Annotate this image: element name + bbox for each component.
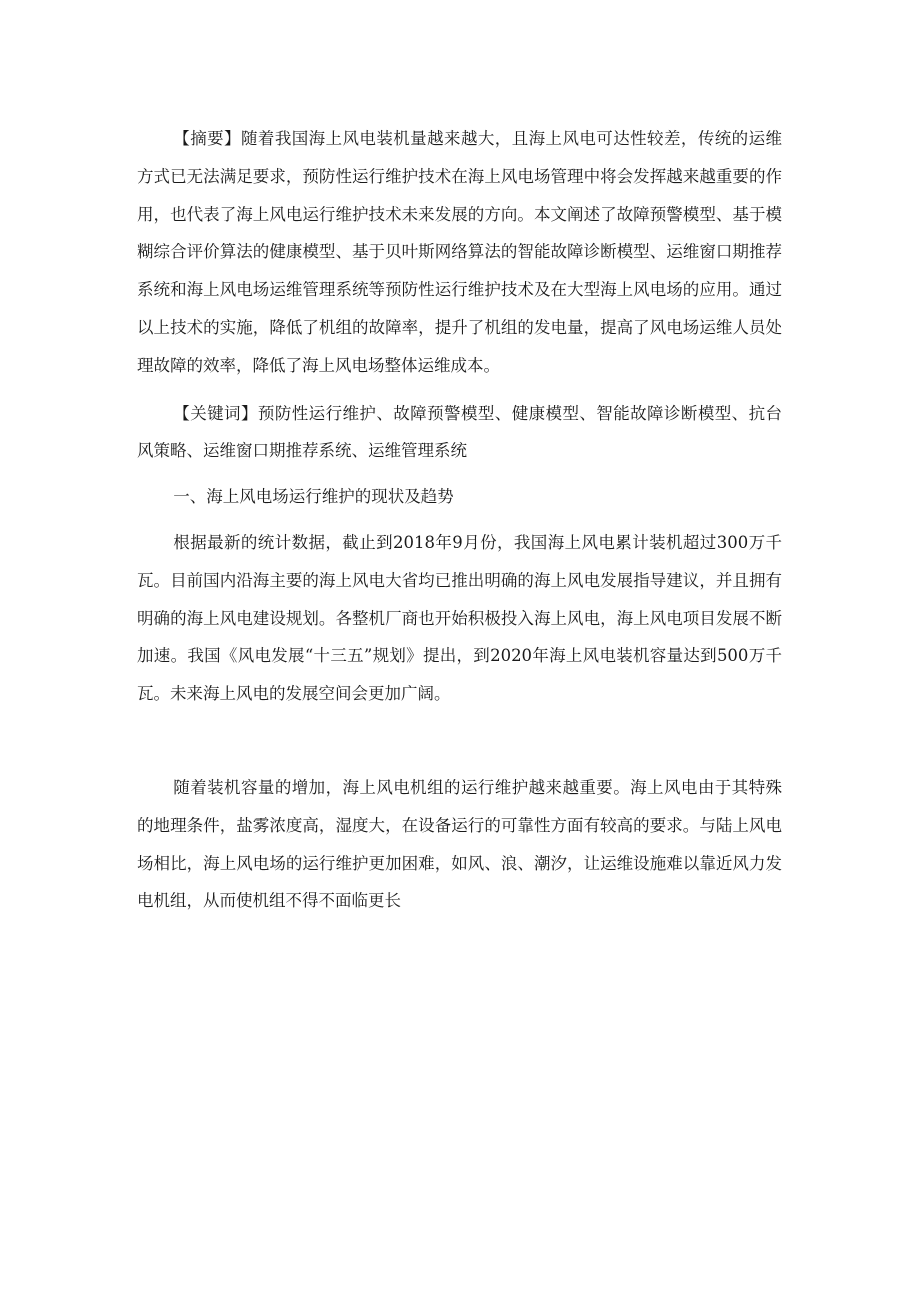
section-heading: 一、海上风电场运行维护的现状及趋势 — [173, 487, 454, 507]
document-body — [137, 120, 782, 920]
abstract-paragraph: 【摘要】随着我国海上风电装机量越来越大，且海上风电可达性较差，传统的运维方式已无法满足要求，预防性运行维护技术在海上风电场管理中将会发挥越来越重要的作用，也代表了海上风电运行维护技术未来发展的方向。本文阐述了故障预警模型、基于模糊综合评价算法的健康模型、基于贝叶斯网络算法的智能故障诊断模型、运维窗口期推荐系统和海上风电场运维管理系统等预防性运行维护技术及在大型海上风电场的应用。通过以上技术的实施，降低了机组的故障率，提升了机组的发电量，提高了风电场运维人员处理故障的效率，降低了海上风电场整体运维成本。 — [137, 129, 782, 375]
body-paragraph-maintenance: 随着装机容量的增加，海上风电机组的运行维护越来越重要。海上风电由于其特殊的地理条件，盐雾浓度高，湿度大，在设备运行的可靠性方面有较高的要求。与陆上风电场相比，海上风电场的运行维护更加困难，如风、浪、潮汐，让运维设施难以靠近风力发电机组，从而使机组不得不面临更长 — [137, 777, 782, 911]
body-paragraph-statistics: 根据最新的统计数据，截止到2018年9月份，我国海上风电累计装机超过300万千瓦。目前国内沿海主要的海上风电大省均已推出明确的海上风电发展指导建议，并且拥有明确的海上风电建设规划。各整机厂商也开始积极投入海上风电，海上风电项目发展不断加速。我国《风电发展“十三五”规划》提出，到2020年海上风电装机容量达到500万千瓦。未来海上风电的发展空间会更加广阔。 — [137, 532, 782, 704]
keywords-paragraph: 【关键词】预防性运行维护、故障预警模型、健康模型、智能故障诊断模型、抗台风策略、运维窗口期推荐系统、运维管理系统 — [137, 403, 782, 461]
